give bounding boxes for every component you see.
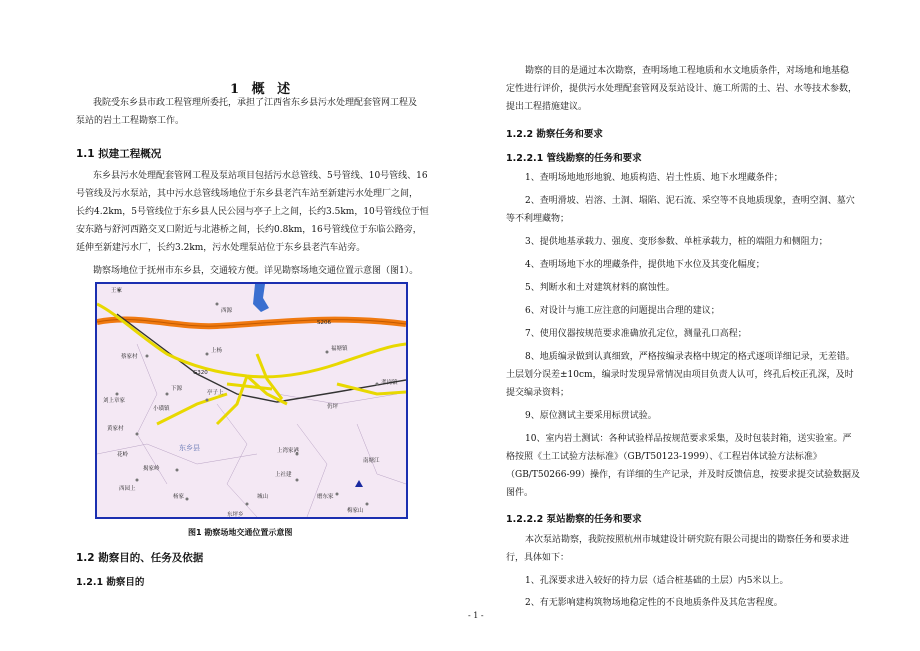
intro-line-2: 泵站的岩土工程勘察工作。: [76, 116, 185, 126]
heading-1-2-2-1: 1.2.2.1 管线勘察的任务和要求: [506, 153, 642, 164]
task-item-10-line-3: （GB/T50266-99）操作，有详细的生产记录，并及时反馈信息，按要求提交试验数据及: [506, 470, 860, 480]
heading-1-2-1: 1.2.1 勘察目的: [76, 577, 145, 588]
task-item-6: 6、对设计与施工应注意的问题提出合理的建议；: [525, 306, 720, 316]
map-drawing: [97, 284, 406, 517]
location-map: [95, 282, 408, 519]
map-label-g: 孝岗镇: [381, 380, 398, 386]
map-label-u: 梅家山: [347, 508, 364, 514]
task-item-7: 7、使用仪器按规范要求准确放孔定位，测量孔口高程；: [525, 329, 747, 339]
task-item-10-line-1: 10、室内岩土测试：各种试验样品按规范要求采集，及时包装封箱，送实验室。严: [525, 434, 852, 444]
map-label-d: 蔡家村: [121, 354, 138, 360]
map-label-q: 上湾家港: [277, 448, 300, 454]
map-label-r: 上社建: [275, 472, 292, 478]
map-label-f: 下源: [171, 386, 183, 392]
p1-line-2: 号管线及污水泵站，其中污水总管线场地位于东乡县老汽车站至新建污水处理厂之间，: [76, 189, 419, 199]
p2-text: 勘察场地位于抚州市东乡县，交通较方便。详见勘察场地交通位置示意图（图1）。: [93, 266, 419, 276]
map-label-t: 磨东家: [317, 494, 334, 500]
map-label-v: 南塘江: [363, 458, 380, 464]
map-label-l: 花岭: [117, 452, 129, 458]
section-title: 1 概 述: [230, 82, 295, 97]
p1-line-1: 东乡县污水处理配套管网工程及泵站项目包括污水总管线、5号管线、10号管线、16: [93, 171, 428, 181]
p1-line-3: 长约4.2km，5号管线位于东乡县人民公园与亭子上之间，长约3.5km，10号管线位于恒: [76, 207, 429, 217]
heading-1-2: 1.2 勘察目的、任务及依据: [76, 552, 204, 564]
pump-p-line-1: 本次泵站勘察，我院按照杭州市城建设计研究院有限公司提出的勘察任务和要求进: [525, 535, 850, 545]
task-item-8-line-1: 8、地质编录做到认真细致，严格按编录表格中规定的格式逐项详细记录，无差错。: [525, 352, 855, 362]
task-item-10-line-4: 图件。: [506, 488, 534, 498]
map-label-j: 小璜镇: [153, 406, 170, 412]
map-label-i: 亭子上: [207, 390, 224, 396]
pump-p-line-2: 行，具体如下：: [506, 553, 570, 563]
map-label-e: 福塘镇: [331, 346, 348, 352]
heading-1-2-2: 1.2.2 勘察任务和要求: [506, 129, 603, 140]
task-item-8-line-3: 提交编录资料；: [506, 388, 570, 398]
map-label-b: 西源: [221, 308, 233, 314]
task-item-2-line-2: 等不利埋藏物；: [506, 214, 570, 224]
task-item-10-line-2: 格按照《土工试验方法标准》（GB/T50123-1999）、《工程岩体试验方法标准》: [506, 452, 822, 462]
map-label-m: 揭家岭: [143, 466, 160, 472]
r-p0-line-2: 定性进行评价，提供污水处理配套管网及泵站设计、施工所需的土、岩、水等技术参数，: [506, 84, 858, 94]
task-item-4: 4、查明场地下水的埋藏条件，提供地下水位及其变化幅度；: [525, 260, 765, 270]
task-item-2-line-1: 2、查明滑坡、岩溶、土洞、塌陷、泥石流、采空等不良地质现象，查明空洞、墓穴: [525, 196, 855, 206]
heading-1-2-2-2: 1.2.2.2 泵站勘察的任务和要求: [506, 514, 642, 525]
map-label-s: 城山: [257, 494, 269, 500]
map-road-s206: S206: [317, 320, 331, 326]
task-item-9: 9、原位测试主要采用标贯试验。: [525, 411, 657, 421]
map-label-h: 刘上章家: [103, 398, 126, 404]
map-label-c: 上杨: [211, 348, 223, 354]
p1-line-4: 安东路与舒河西路交叉口附近与北港桥之间，长约0.8km，16号管线位于东临公路旁，: [76, 225, 422, 235]
r-p0-line-1: 勘察的目的是通过本次勘察，查明场地工程地质和水文地质条件，对场地和地基稳: [525, 66, 850, 76]
map-label-a: 王家: [111, 288, 123, 294]
page-number: - 1 -: [468, 611, 484, 620]
map-road-g320: G320: [193, 370, 208, 376]
map-label-n: 西园上: [119, 486, 136, 492]
pump-item-1: 1、孔深要求进入较好的持力层（适合桩基础的土层）内5米以上。: [525, 576, 789, 586]
intro-line-1: 我院受东乡县市政工程管理所委托，承担了江西省东乡县污水处理配套管网工程及: [93, 98, 418, 108]
task-item-5: 5、判断水和土对建筑材料的腐蚀性。: [525, 283, 675, 293]
map-label-o: 杨家: [173, 494, 185, 500]
heading-1-1: 1.1 拟建工程概况: [76, 148, 162, 160]
map-county-label: 东乡县: [179, 444, 200, 452]
task-item-1: 1、查明场地地形地貌、地质构造、岩土性质、地下水埋藏条件；: [525, 173, 783, 183]
map-label-z: 仍坪: [327, 404, 339, 410]
map-label-p: 东坪乡: [227, 512, 244, 518]
r-p0-line-3: 提出工程措施建议。: [506, 102, 588, 112]
task-item-8-line-2: 土层划分误差±10cm，编录时发现异常情况由项目负责人认可，终孔后校正孔深，及时: [506, 370, 854, 380]
map-label-k: 黄家村: [107, 426, 124, 432]
figure-caption: 图1 勘察场地交通位置示意图: [188, 528, 293, 537]
pump-item-2: 2、有无影响建构筑物场地稳定性的不良地质条件及其危害程度。: [525, 598, 783, 608]
task-item-3: 3、提供地基承载力、强度、变形参数、单桩承载力，桩的端阻力和侧阻力；: [525, 237, 828, 247]
p1-line-5: 延伸至新建污水厂，长约3.2km，污水处理泵站位于东乡县老汽车站旁。: [76, 243, 366, 253]
